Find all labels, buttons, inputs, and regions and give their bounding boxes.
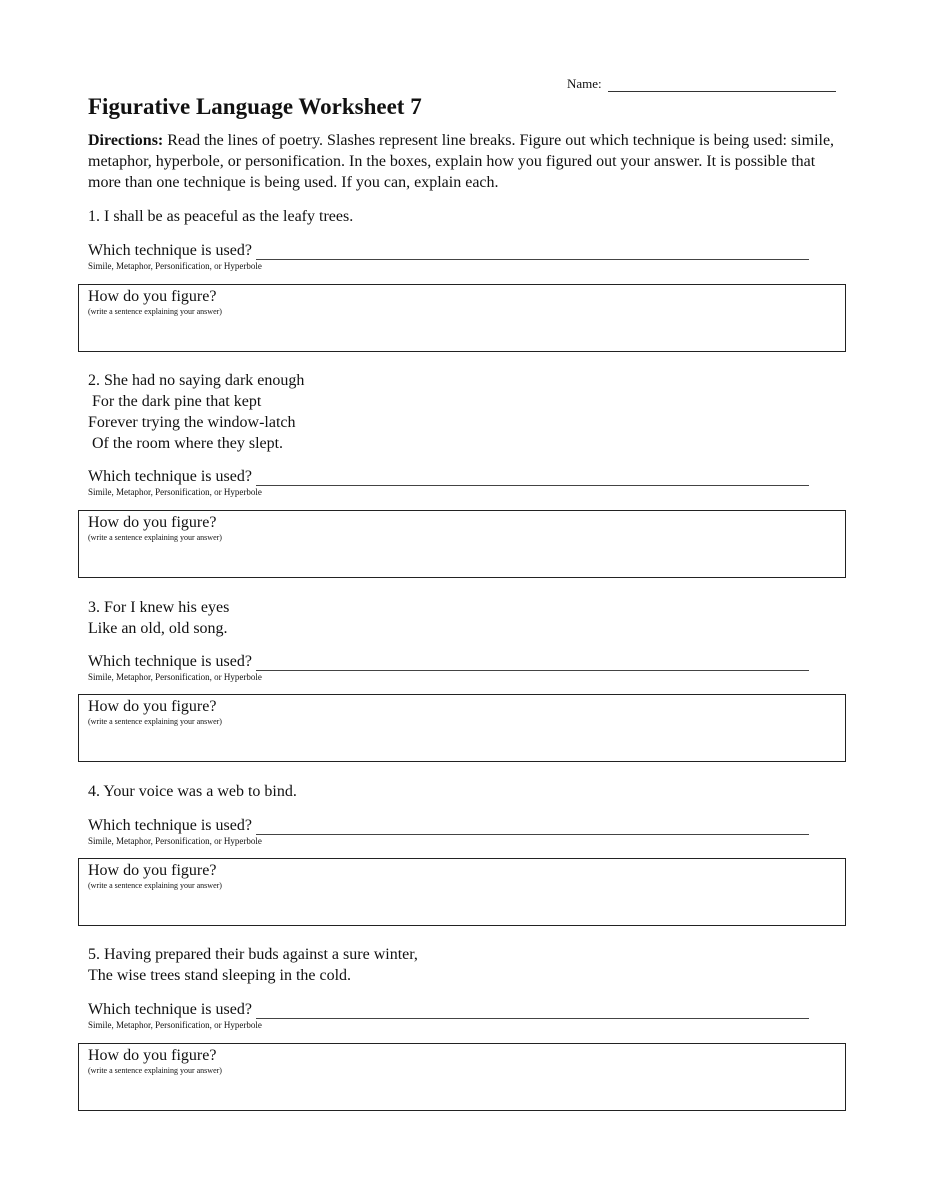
- technique-question: Which technique is used?: [88, 817, 252, 834]
- question-1: [88, 206, 848, 227]
- technique-hint: Simile, Metaphor, Personification, or Hyperbole: [88, 672, 262, 682]
- technique-answer-line[interactable]: [256, 654, 809, 671]
- technique-question: Which technique is used?: [88, 242, 252, 259]
- technique-answer-line[interactable]: [256, 818, 809, 835]
- technique-field-5: [88, 1001, 838, 1031]
- poem-line: For the dark pine that kept: [88, 393, 262, 410]
- technique-answer-line[interactable]: [256, 1002, 809, 1019]
- figure-hint: (write a sentence explaining your answer): [88, 881, 222, 890]
- technique-field-1: [88, 242, 838, 272]
- technique-field-3: [88, 653, 838, 683]
- explanation-box-1[interactable]: [78, 284, 846, 352]
- explanation-box-5[interactable]: [78, 1043, 846, 1111]
- figure-label: How do you figure?: [88, 514, 217, 531]
- technique-answer-line[interactable]: [256, 469, 809, 486]
- technique-question: Which technique is used?: [88, 1001, 252, 1018]
- directions-text: Read the lines of poetry. Slashes represent line breaks. Figure out which technique is being used: simile, metaphor, hyperbole, or personification. In the boxes, explain how you figured out your answer. It is possible that more than one technique is being used. If you can, explain each.: [88, 132, 835, 191]
- poem-line: 2. She had no saying dark enough: [88, 372, 305, 389]
- poem-line: Of the room where they slept.: [88, 435, 284, 452]
- question-4: [88, 781, 848, 802]
- poem-line: Forever trying the window-latch: [88, 414, 296, 431]
- technique-field-4: [88, 817, 838, 847]
- technique-answer-line[interactable]: [256, 243, 809, 260]
- technique-hint: Simile, Metaphor, Personification, or Hyperbole: [88, 1020, 262, 1030]
- technique-hint: Simile, Metaphor, Personification, or Hyperbole: [88, 261, 262, 271]
- technique-field-2: [88, 468, 838, 498]
- question-5: [88, 944, 848, 986]
- explanation-box-2[interactable]: [78, 510, 846, 578]
- directions: [88, 130, 848, 193]
- name-blank-line[interactable]: [608, 77, 836, 92]
- poem-line: 4. Your voice was a web to bind.: [88, 783, 297, 800]
- figure-label: How do you figure?: [88, 288, 217, 305]
- explanation-box-3[interactable]: [78, 694, 846, 762]
- figure-hint: (write a sentence explaining your answer): [88, 307, 222, 316]
- question-2: [88, 370, 848, 454]
- poem-line: 3. For I knew his eyes: [88, 599, 230, 616]
- directions-label: Directions:: [88, 132, 164, 149]
- poem-line: 5. Having prepared their buds against a sure winter,: [88, 946, 418, 963]
- name-label: Name:: [567, 76, 602, 91]
- technique-hint: Simile, Metaphor, Personification, or Hyperbole: [88, 487, 262, 497]
- technique-question: Which technique is used?: [88, 468, 252, 485]
- worksheet-title: Figurative Language Worksheet 7: [88, 94, 422, 119]
- poem-line: 1. I shall be as peaceful as the leafy trees.: [88, 208, 354, 225]
- figure-label: How do you figure?: [88, 862, 217, 879]
- figure-hint: (write a sentence explaining your answer): [88, 533, 222, 542]
- technique-hint: Simile, Metaphor, Personification, or Hyperbole: [88, 836, 262, 846]
- question-3: [88, 597, 848, 639]
- figure-label: How do you figure?: [88, 1047, 217, 1064]
- figure-label: How do you figure?: [88, 698, 217, 715]
- technique-question: Which technique is used?: [88, 653, 252, 670]
- poem-line: Like an old, old song.: [88, 620, 228, 637]
- poem-line: The wise trees stand sleeping in the cold.: [88, 967, 352, 984]
- name-field: [567, 76, 836, 92]
- explanation-box-4[interactable]: [78, 858, 846, 926]
- figure-hint: (write a sentence explaining your answer): [88, 717, 222, 726]
- figure-hint: (write a sentence explaining your answer): [88, 1066, 222, 1075]
